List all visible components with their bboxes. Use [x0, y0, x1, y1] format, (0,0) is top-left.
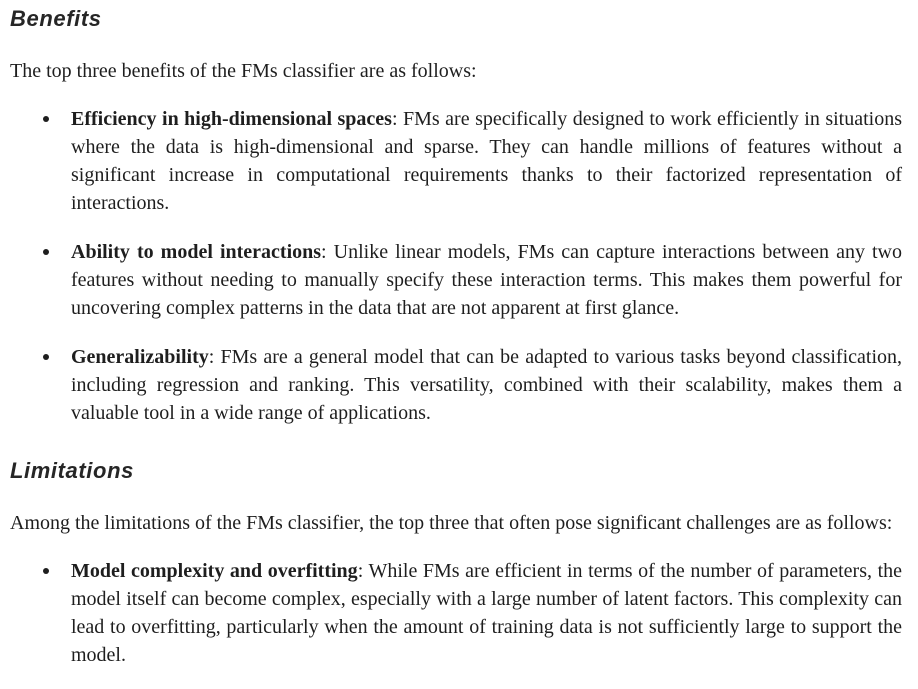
- limitations-intro: Among the limitations of the FMs classifier, the top three that often pose significant challenges are as follows:: [10, 512, 893, 534]
- bullet-text: : FMs are specifically designed to work efficiently in situations where the data is high-dimensional and sparse. They can handle millions of features without a significant increase in computational requirements thanks to their factorized representation of interactions.: [71, 108, 902, 214]
- bullet-term: Efficiency in high-dimensional spaces: [71, 108, 392, 130]
- bullet-text: : Unlike linear models, FMs can capture interactions between any two features without needing to manually specify these interaction terms. This makes them powerful for uncovering complex patterns in the data that are not apparent at first glance.: [71, 241, 903, 319]
- bullet-term: Ability to model interactions: [71, 241, 322, 263]
- bullet-term: Model complexity and overfitting: [71, 560, 358, 582]
- bullet-icon: [43, 568, 49, 574]
- list-item: [71, 557, 902, 669]
- list-item: [71, 105, 902, 217]
- bullet-icon: [43, 116, 49, 122]
- bullet-icon: [43, 354, 49, 360]
- limitations-list: [10, 557, 902, 669]
- benefits-heading: Benefits: [10, 6, 102, 31]
- bullet-icon: [43, 249, 49, 255]
- benefits-list: [10, 105, 902, 427]
- benefits-intro: The top three benefits of the FMs classifier are as follows:: [10, 60, 477, 82]
- limitations-heading: Limitations: [10, 458, 134, 483]
- bullet-text: : FMs are a general model that can be adapted to various tasks beyond classification, including regression and ranking. This versatility, combined with their scalability, makes them a valuable tool in a wide range of applications.: [71, 346, 902, 424]
- list-item: [71, 238, 902, 322]
- bullet-term: Generalizability: [71, 346, 209, 368]
- list-item: [71, 343, 902, 427]
- bullet-text: : While FMs are efficient in terms of the number of parameters, the model itself can become complex, especially with a large number of latent factors. This complexity can lead to overfitting, particularly when the amount of training data is not sufficiently large to support the model.: [71, 560, 902, 666]
